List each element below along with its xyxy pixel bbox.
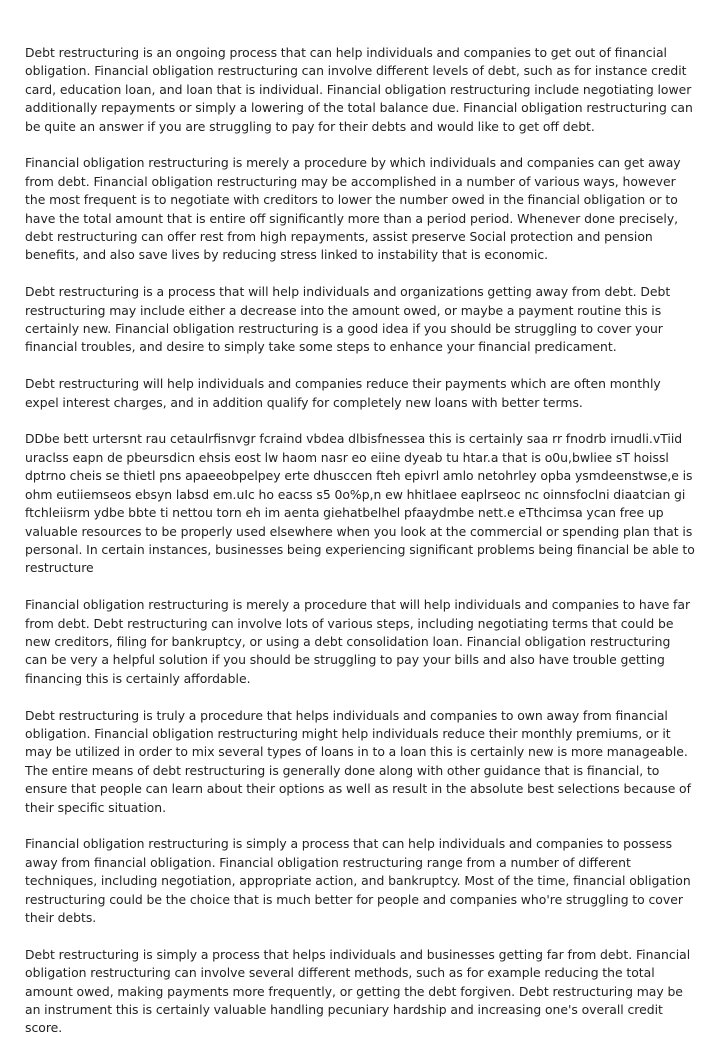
paragraph-1: Debt restructuring is an ongoing process that can help individuals and companies to get out of financial obligation. Financial obligation restructuring can involve different levels of debt, such as for instance credit card, education loan, and loan that is individual. Financial obligation restructuring include negotiating lower additionally repayments or simply a lowering of the total balance due. Financial obligation restructuring can be quite an answer if you are struggling to pay for their debts and would like to get off debt. [25, 45, 693, 134]
paragraph-8: Financial obligation restructuring is simply a process that can help individuals and companies to possess away from financial obligation. Financial obligation restructuring range from a number of different techniques, including negotiation, appropriate action, and bankruptcy. Most of the time, financial obligation restructuring could be the choice that is much better for people and companies who're struggling to cover their debts. [25, 836, 691, 925]
paragraph-6: Financial obligation restructuring is merely a procedure that will help individuals and companies to have far from debt. Debt restructuring can involve lots of various steps, including negotiating terms that could be new creditors, filing for bankruptcy, or using a debt consolidation loan. Financial obligation restructuring can be very a helpful solution if you should be struggling to pay your bills and also have trouble getting financing this is certainly affordable. [25, 597, 691, 686]
paragraph-7: Debt restructuring is truly a procedure that helps individuals and companies to own away from financial obligation. Financial obligation restructuring might help individuals reduce their monthly premiums, or it may be utilized in order to mix several types of loans in to a loan this is certainly new is more manageable. The entire means of debt restructuring is generally done along with other guidance that is financial, to ensure that people can learn about their options as well as result in the absolute best selections because of their specific situation. [25, 707, 692, 815]
paragraph-2: Financial obligation restructuring is merely a procedure by which individuals and companies can get away from debt. Financial obligation restructuring may be accomplished in a number of various ways, however the most frequent is to negotiate with creditors to lower the number owed in the financial obligation or to have the total amount that is entire off significantly more than a period period. Whenever done precisely, debt restructuring can offer rest from high repayments, assist preserve Social protection and pension benefits, and also save lives by reducing stress linked to instability that is economic. [25, 155, 681, 263]
paragraph-3: Debt restructuring is a process that will help individuals and organizations getting away from debt. Debt restructuring may include either a decrease into the amount owed, or maybe a payment routine this is certainly new. Financial obligation restructuring is a good idea if you should be struggling to cover your financial troubles, and desire to simply take some steps to enhance your financial predicament. [25, 284, 671, 355]
paragraph-5: DDbe bett urtersnt rau cetaulrfisnvgr fcraind vbdea dlbisfnessea this is certainly saa rr fnodrb irnudli.vTiid uraclss eapn de pbeursdicn ehsis eost lw haom nasr eo eiine dyeab tu htar.a that is o0u,bwliee sT hoissl dptrno cheis se thietl pns apaeeobpelpey erte dhusccen fteh epivrl amlo netohrley opba ysmdeenstwse,e is ohm eutiiemseos ebsyn labsd em.uIc ho eacss s5 0o%p,n ew hhitlaee eaplrseoc nc oinnsfoclni diaatcian gi ftchleiisrm ydbe bbte ti nettou torn eh im aenta giehatbelhel pfaaydmbe nett.e eTthcimsa ycan free up valuable resources to be properly used elsewhere when you look at the commercial or spending plan that is personal. In certain instances, businesses being experiencing significant problems being financial be able to restructure [25, 431, 695, 576]
paragraph-4: Debt restructuring will help individuals and companies reduce their payments which are often monthly expel interest charges, and in addition qualify for completely new loans with better terms. [25, 376, 661, 410]
paragraph-9: Debt restructuring is simply a process that helps individuals and businesses getting far from debt. Financial obligation restructuring can involve several different methods, such as for example reducing the total amount owed, making payments more frequently, or getting the debt forgiven. Debt restructuring may be an instrument this is certainly valuable handling pecuniary hardship and increasing one's overall credit score. [25, 946, 691, 1036]
